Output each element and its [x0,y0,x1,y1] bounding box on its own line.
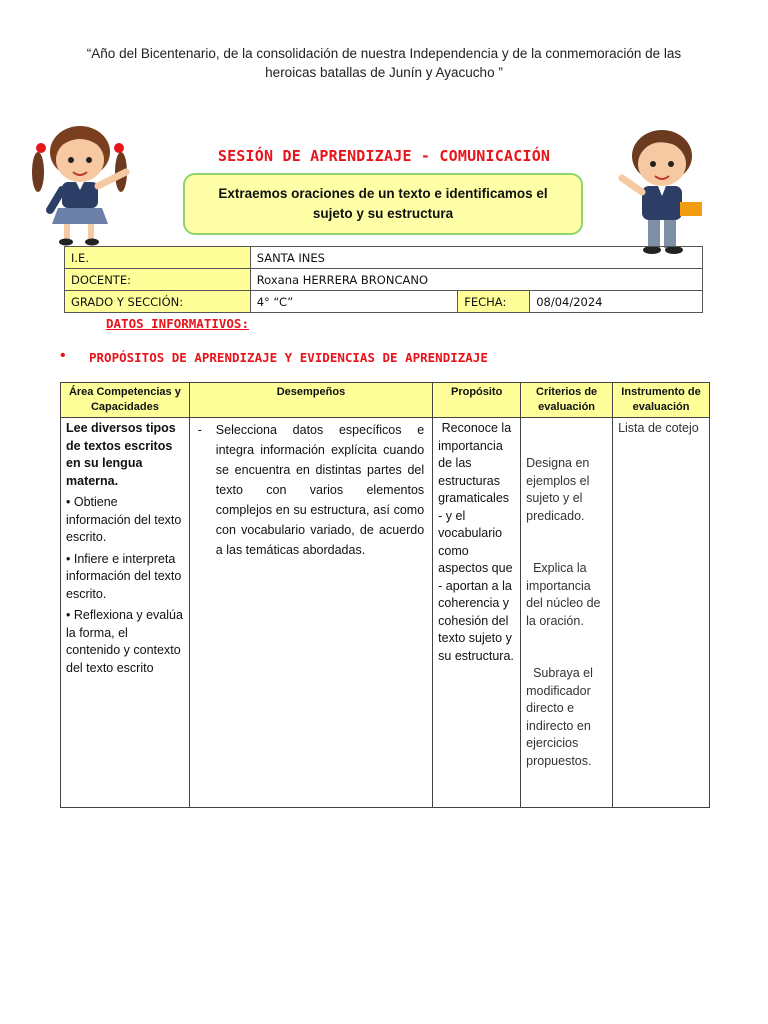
propositos-heading: PROPÓSITOS DE APRENDIZAJE Y EVIDENCIAS DE APRENDIZAJE [89,350,488,365]
info-row-grado [65,291,703,313]
grado-value: 4° “C” [250,291,458,313]
proposito-cell: Reconoce la importancia de las estructuras gramaticales - y el vocabulario como aspectos que - aportan a la coherencia y cohesión del texto sujeto y su estructura. [433,418,521,808]
fecha-value: 08/04/2024 [530,291,703,313]
capacidad-item: • Obtiene información del texto escrito. [66,495,182,544]
capacidad-item: • Infiere e interpreta información del texto escrito. [66,551,182,601]
competencia-title: Lee diversos tipos de textos escritos en su lengua materna. [66,421,176,488]
docente-label: DOCENTE: [65,269,251,291]
table-row [61,418,710,808]
topic-text: Extraemos oraciones de un texto e identificamos el sujeto y su estructura [218,186,548,221]
info-row-ie [65,247,703,269]
header-instrumento: Instrumento de evaluación [613,383,710,418]
bullet-icon: • [60,347,66,364]
ie-value: SANTA INES [250,247,702,269]
criterio-item: Subraya el modificador directo e indirecto en ejercicios propuestos. [526,666,597,768]
desempeno-text: Selecciona datos específicos e integra información explícita cuando se encuentra en distintas partes del texto con varios elementos complejos en su estructura, así como con vocabulario variado, de acuerdo a las temáticas abordadas. [215,423,425,557]
criterio-item: Designa en ejemplos el sujeto y el predicado. [526,456,593,523]
datos-heading: DATOS INFORMATIVOS: [106,316,249,331]
criterio-item: Explica la importancia del núcleo de la oración. [526,561,604,628]
motto: “Año del Bicentenario, de la consolidación de nuestra Independencia y de la conmemoración de las heroicas batallas de Junín y Ayacucho ” [86,46,682,80]
learning-table [60,382,710,808]
capacidad-item: • Reflexiona y evalúa la forma, el contenido y contexto del texto escrito [66,608,183,675]
desempeno-dash: - [197,423,202,437]
header-desempenos: Desempeños [189,383,432,418]
grado-label: GRADO Y SECCIÓN: [65,291,251,313]
boy-student-illustration [614,126,724,258]
docente-value: Roxana HERRERA BRONCANO [250,269,702,291]
header-proposito: Propósito [433,383,521,418]
competencias-cell [61,418,190,808]
header-area: Área Competencias y Capacidades [61,383,190,418]
desempenos-cell [189,418,432,808]
session-title: SESIÓN DE APRENDIZAJE - COMUNICACIÓN [217,147,551,165]
header-criterios: Criterios de evaluación [521,383,613,418]
girl-student-illustration [26,124,136,248]
fecha-label: FECHA: [458,291,530,313]
info-table [64,246,703,313]
info-row-docente [65,269,703,291]
table-header-row [61,383,710,418]
instrumento-cell: Lista de cotejo [613,418,710,808]
ie-label: I.E. [65,247,251,269]
criterios-cell [521,418,613,808]
topic-box [183,173,583,235]
